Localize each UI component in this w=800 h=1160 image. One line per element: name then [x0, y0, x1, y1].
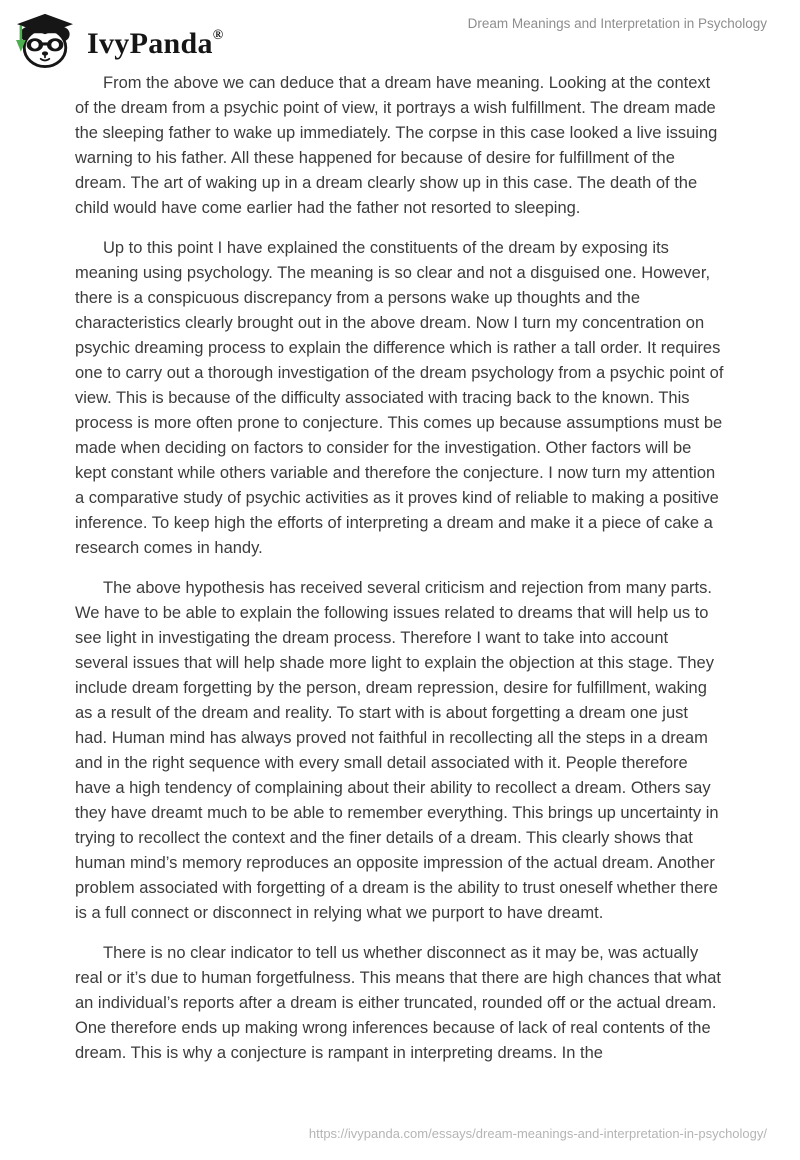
essay-body	[75, 71, 724, 1081]
page-title: Dream Meanings and Interpretation in Psychology	[467, 16, 767, 31]
page-header	[14, 8, 767, 64]
paragraph: From the above we can deduce that a dream have meaning. Looking at the context of the dream from a psychic point of view, it portrays a wish fulfillment. The dream made the sleeping father to wake up immediately. The corpse in this case looked a live issuing warning to his father. All these happened for because of desire for fulfillment of the dream. The art of waking up in a dream clearly show up in this case. The death of the child would have come earlier had the father not resorted to sleeping.	[75, 74, 718, 217]
registered-trademark: ®	[212, 28, 224, 43]
brand-name: IvyPanda®	[87, 27, 224, 60]
paragraph: There is no clear indicator to tell us whether disconnect as it may be, was actually real or it’s due to human forgetfulness. This means that there are high chances that what an individual’s reports after a dream is either truncated, rounded off or the actual dream. One therefore ends up making wrong inferences because of lack of real contents of the dream. This is why a conjecture is rampant in interpreting dreams. In the	[75, 944, 722, 1062]
paragraph: Up to this point I have explained the constituents of the dream by exposing its meaning using psychology. The meaning is so clear and not a disguised one. However, there is a conspicuous discrepancy from a persons wake up thoughts and the characteristics clearly brought out in the above dream. Now I turn my concentration on psychic dreaming process to explain the difference which is rather a tall order. It requires one to carry out a thorough investigation of the dream psychology from a psychic point of view. This is because of the difficulty associated with tracing back to the known. This process is more often prone to conjecture. This comes up because assumptions must be made when deciding on factors to consider for the investigation. Other factors will be kept constant while others variable and therefore the conjecture. I now turn my attention a comparative study of psychic activities as it proves kind of reliable to making a positive inference. To keep high the efforts of interpreting a dream and make it a piece of cake a research comes in handy.	[75, 239, 724, 557]
source-url-link[interactable]: https://ivypanda.com/essays/dream-meanings-and-interpretation-in-psychology/	[308, 1126, 767, 1141]
paragraph: The above hypothesis has received several criticism and rejection from many parts. We have to be able to explain the following issues related to dreams that will help us to see light in investigating the dream process. Therefore I want to take into account several issues that will help shade more light to explain the objection at this stage. They include dream forgetting by the person, dream repression, desire for fulfillment, waking as a result of the dream and reality. To start with is about forgetting a dream one just had. Human mind has always proved not faithful in recollecting all the steps in a dream and in the right sequence with every small detail associated with it. People therefore have a high tendency of complaining about their ability to recollect a dream. Others say they have dreamt much to be able to remember everything. This brings up uncertainty in trying to recollect the context and the finer details of a dream. This clearly shows that human mind’s memory reproduces an opposite impression of the actual dream. Another problem associated with forgetting of a dream is the ability to trust oneself whether there is a full connect or disconnect in relying what we purport to have dreamt.	[75, 579, 719, 922]
page-footer	[309, 1126, 767, 1141]
ivypanda-logo	[14, 8, 224, 72]
panda-graduate-icon	[14, 12, 76, 68]
